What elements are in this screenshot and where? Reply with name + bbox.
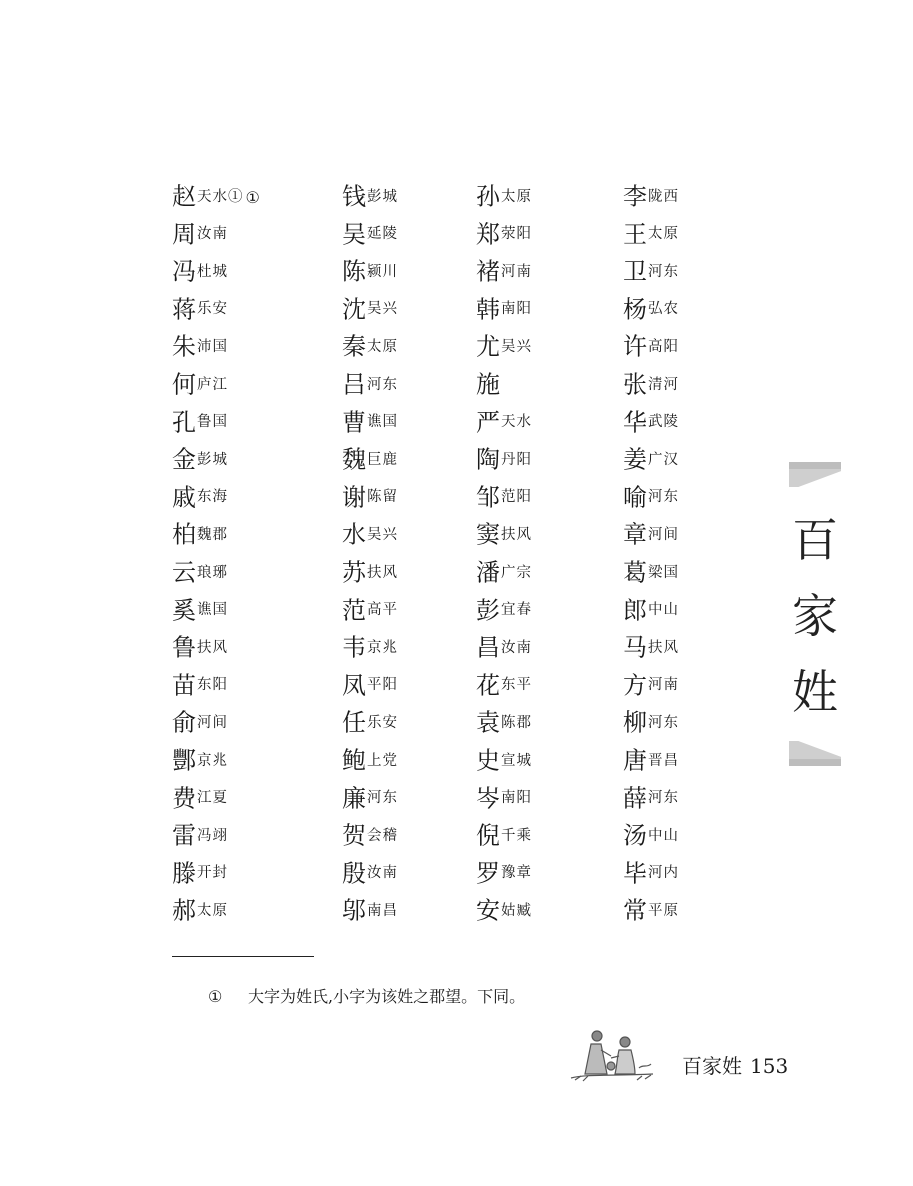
ancestral-commandery: 河南	[648, 677, 679, 694]
ancestral-commandery: 谯国	[367, 414, 398, 431]
ancestral-commandery: 太原	[648, 226, 679, 243]
surname: 葛	[623, 558, 647, 587]
surname-entry	[623, 554, 679, 592]
surname: 苏	[342, 558, 366, 587]
surname-entry	[623, 516, 679, 554]
surname-entry	[172, 404, 228, 442]
ancestral-commandery: 会稽	[367, 827, 398, 844]
ancestral-commandery: 中山	[648, 602, 679, 619]
surname-row	[0, 704, 913, 742]
surname: 俞	[172, 709, 196, 738]
surname-entry	[172, 667, 228, 705]
surname-row	[0, 178, 913, 216]
surname: 戚	[172, 483, 196, 512]
ancestral-commandery: 广宗	[501, 564, 532, 581]
ancestral-commandery: 开封	[197, 865, 228, 882]
side-tab-title	[789, 502, 841, 730]
ancestral-commandery: 高阳	[648, 339, 679, 356]
surname-entry	[172, 892, 228, 930]
page-footer	[567, 1024, 807, 1084]
ancestral-commandery: 河间	[648, 527, 679, 544]
surname: 周	[172, 220, 196, 249]
ancestral-commandery: 晋昌	[648, 752, 679, 769]
surname-entry	[476, 892, 532, 930]
surname-entry	[342, 291, 398, 329]
ancestral-commandery: 荥阳	[501, 226, 532, 243]
ancestral-commandery: 高平	[367, 602, 398, 619]
surname-entry	[476, 291, 532, 329]
ancestral-commandery: 河东	[648, 790, 679, 807]
surname-entry	[623, 892, 679, 930]
ancestral-commandery: 吴兴	[501, 339, 532, 356]
surname-row	[0, 516, 913, 554]
surname-row	[0, 441, 913, 479]
surname-entry	[476, 516, 532, 554]
ancestral-commandery: 东平	[501, 677, 532, 694]
surname-row	[0, 554, 913, 592]
surname-entry	[623, 817, 679, 855]
surname: 凤	[342, 671, 366, 700]
ancestral-commandery: 彭城	[197, 451, 228, 468]
ancestral-commandery: 颍川	[367, 263, 398, 280]
surname-entry	[342, 704, 398, 742]
ancestral-commandery: 魏郡	[197, 527, 228, 544]
book-title: 百家姓	[682, 1054, 742, 1078]
ancestral-commandery: 汝南	[197, 226, 228, 243]
surname-entry	[476, 704, 532, 742]
ancestral-commandery: 河内	[648, 865, 679, 882]
surname-row	[0, 855, 913, 893]
ancestral-commandery: 吴兴	[367, 527, 398, 544]
surname-row	[0, 742, 913, 780]
surname-entry	[623, 178, 679, 216]
ancestral-commandery: 河南	[501, 263, 532, 280]
surname-entry	[342, 892, 398, 930]
surname-entry	[476, 554, 532, 592]
tab-top-wedge	[789, 469, 841, 487]
surname-row	[0, 404, 913, 442]
surname-entry	[172, 817, 228, 855]
surname: 彭	[476, 596, 500, 625]
surname: 毕	[623, 859, 647, 888]
surname-entry	[172, 366, 228, 404]
ancestral-commandery: 延陵	[367, 226, 398, 243]
surname: 冯	[172, 257, 196, 286]
footnote-number: ①	[208, 987, 223, 1006]
surname-entry	[623, 704, 679, 742]
surname: 韩	[476, 295, 500, 324]
ancestral-commandery: 汝南	[367, 865, 398, 882]
ancestral-commandery: 天水①	[197, 188, 244, 205]
ancestral-commandery: 巨鹿	[367, 451, 398, 468]
ancestral-commandery: 河东	[648, 263, 679, 280]
tab-bottom-wedge	[789, 741, 841, 759]
surname: 褚	[476, 257, 500, 286]
surname-entry	[476, 216, 532, 254]
surname: 安	[476, 896, 500, 925]
ancestral-commandery: 乐安	[367, 715, 398, 732]
ancestral-commandery: 天水	[501, 414, 532, 431]
surname: 潘	[476, 558, 500, 587]
surname: 薛	[623, 784, 647, 813]
ancestral-commandery: 扶风	[197, 639, 228, 656]
surname-entry	[342, 366, 398, 404]
ancestral-commandery: 平原	[648, 902, 679, 919]
ancestral-commandery: 河东	[367, 376, 398, 393]
ancestral-commandery: 河东	[648, 489, 679, 506]
surname: 罗	[476, 859, 500, 888]
ancestral-commandery: 范阳	[501, 489, 532, 506]
surname: 郝	[172, 896, 196, 925]
surname-entry	[623, 366, 679, 404]
ancestral-commandery: 谯国	[197, 602, 228, 619]
surname: 赵	[172, 182, 196, 211]
ancestral-commandery: 琅琊	[197, 564, 228, 581]
surname-entry	[172, 328, 228, 366]
ancestral-commandery: 平阳	[367, 677, 398, 694]
surname: 王	[623, 220, 647, 249]
surname-entry	[476, 178, 532, 216]
ancestral-commandery: 扶风	[501, 527, 532, 544]
surname: 华	[623, 408, 647, 437]
surname-entry	[476, 253, 532, 291]
ancestral-commandery: 宜春	[501, 602, 532, 619]
surname: 窦	[476, 521, 500, 550]
surname-entry	[172, 291, 228, 329]
ancestral-commandery: 东海	[197, 489, 228, 506]
surname-row	[0, 780, 913, 818]
surname: 杨	[623, 295, 647, 324]
surname-entry	[342, 592, 398, 630]
surname: 蒋	[172, 295, 196, 324]
surname: 陶	[476, 445, 500, 474]
surname-row	[0, 629, 913, 667]
surname-row	[0, 592, 913, 630]
ancestral-commandery: 冯翊	[197, 827, 228, 844]
surname: 奚	[172, 596, 196, 625]
surname-entry	[172, 516, 228, 554]
ancestral-commandery: 河间	[197, 715, 228, 732]
surname: 酆	[172, 746, 196, 775]
ancestral-commandery: 南阳	[501, 790, 532, 807]
ancestral-commandery: 彭城	[367, 188, 398, 205]
ancestral-commandery: 陈留	[367, 489, 398, 506]
surname: 贺	[342, 821, 366, 850]
ancestral-commandery: 梁国	[648, 564, 679, 581]
surname: 昌	[476, 633, 500, 662]
surname: 唐	[623, 746, 647, 775]
side-tab-char: 百	[792, 513, 838, 567]
ancestral-commandery: 扶风	[648, 639, 679, 656]
surname-entry	[342, 479, 398, 517]
surname-table	[0, 178, 913, 930]
surname: 方	[623, 671, 647, 700]
surname: 柏	[172, 521, 196, 550]
surname: 吴	[342, 220, 366, 249]
surname: 沈	[342, 295, 366, 324]
surname-entry	[623, 592, 679, 630]
ancestral-commandery: 太原	[367, 339, 398, 356]
ancestral-commandery: 武陵	[648, 414, 679, 431]
surname-entry	[623, 667, 679, 705]
ancestral-commandery: 沛国	[197, 339, 228, 356]
surname: 钱	[342, 182, 366, 211]
surname-entry	[172, 592, 228, 630]
surname-entry	[623, 479, 679, 517]
surname-entry	[476, 780, 532, 818]
surname: 李	[623, 182, 647, 211]
surname-entry	[342, 516, 398, 554]
surname-entry	[623, 328, 679, 366]
surname: 何	[172, 370, 196, 399]
surname: 花	[476, 671, 500, 700]
ancestral-commandery: 姑臧	[501, 902, 532, 919]
surname-entry	[342, 328, 398, 366]
ancestral-commandery: 南昌	[367, 902, 398, 919]
ancestral-commandery: 吴兴	[367, 301, 398, 318]
surname-entry	[476, 441, 532, 479]
surname-entry	[623, 404, 679, 442]
ancestral-commandery: 广汉	[648, 451, 679, 468]
surname: 袁	[476, 709, 500, 738]
footer-label	[682, 1050, 788, 1079]
ancestral-commandery: 清河	[648, 376, 679, 393]
surname: 孔	[172, 408, 196, 437]
surname-entry	[476, 366, 501, 404]
surname-entry	[172, 178, 260, 216]
surname-entry	[172, 704, 228, 742]
surname-row	[0, 366, 913, 404]
surname: 常	[623, 896, 647, 925]
ancestral-commandery: 京兆	[197, 752, 228, 769]
surname-entry	[342, 629, 398, 667]
ancestral-commandery: 河东	[367, 790, 398, 807]
ancestral-commandery: 上党	[367, 752, 398, 769]
surname-entry	[476, 592, 532, 630]
ancestral-commandery: 河东	[648, 715, 679, 732]
surname: 史	[476, 746, 500, 775]
surname: 邬	[342, 896, 366, 925]
surname-entry	[172, 554, 228, 592]
surname-entry	[172, 479, 228, 517]
surname-entry	[476, 328, 532, 366]
surname-entry	[476, 817, 532, 855]
surname: 谢	[342, 483, 366, 512]
surname-entry	[623, 216, 679, 254]
surname-entry	[172, 855, 228, 893]
surname-entry	[476, 855, 532, 893]
surname: 费	[172, 784, 196, 813]
side-section-tab	[789, 462, 841, 766]
surname-row	[0, 291, 913, 329]
surname-row	[0, 817, 913, 855]
surname-entry	[342, 855, 398, 893]
surname-entry	[172, 780, 228, 818]
footnote-marker: ①	[245, 187, 260, 207]
ancestral-commandery: 东阳	[197, 677, 228, 694]
surname-entry	[172, 216, 228, 254]
surname: 邹	[476, 483, 500, 512]
surname-entry	[476, 629, 532, 667]
ancestral-commandery: 庐江	[197, 376, 228, 393]
surname-entry	[476, 404, 532, 442]
surname: 郎	[623, 596, 647, 625]
surname: 雷	[172, 821, 196, 850]
surname: 苗	[172, 671, 196, 700]
surname: 金	[172, 445, 196, 474]
surname-entry	[342, 441, 398, 479]
surname: 许	[623, 333, 647, 362]
side-tab-char: 家	[792, 589, 838, 643]
ancestral-commandery: 丹阳	[501, 451, 532, 468]
surname: 廉	[342, 784, 366, 813]
surname: 姜	[623, 445, 647, 474]
surname: 范	[342, 596, 366, 625]
surname-entry	[342, 216, 398, 254]
surname: 章	[623, 521, 647, 550]
surname-row	[0, 253, 913, 291]
tab-bottom-bar	[789, 759, 841, 766]
ancestral-commandery: 豫章	[501, 865, 532, 882]
surname-entry	[342, 667, 398, 705]
surname: 张	[623, 370, 647, 399]
surname: 岑	[476, 784, 500, 813]
surname-entry	[172, 742, 228, 780]
side-tab-char: 姓	[792, 665, 838, 719]
surname-entry	[476, 667, 532, 705]
surname: 云	[172, 558, 196, 587]
surname-row	[0, 328, 913, 366]
footnote	[208, 984, 525, 1007]
surname: 郑	[476, 220, 500, 249]
page-number: 153	[750, 1054, 789, 1078]
ancestral-commandery: 南阳	[501, 301, 532, 318]
surname-entry	[342, 253, 398, 291]
surname: 吕	[342, 370, 366, 399]
surname: 陈	[342, 257, 366, 286]
surname-entry	[342, 817, 398, 855]
surname: 喻	[623, 483, 647, 512]
surname-row	[0, 216, 913, 254]
surname-entry	[342, 404, 398, 442]
surname-entry	[342, 742, 398, 780]
surname: 韦	[342, 633, 366, 662]
surname: 曹	[342, 408, 366, 437]
surname-row	[0, 479, 913, 517]
ancestral-commandery: 汝南	[501, 639, 532, 656]
surname: 柳	[623, 709, 647, 738]
ancestral-commandery: 杜城	[197, 263, 228, 280]
ancestral-commandery: 宣城	[501, 752, 532, 769]
surname-entry	[623, 441, 679, 479]
surname-entry	[623, 855, 679, 893]
surname-entry	[476, 742, 532, 780]
footnote-divider	[172, 956, 314, 957]
ancestral-commandery: 陈郡	[501, 715, 532, 732]
ancestral-commandery: 太原	[197, 902, 228, 919]
surname-entry	[623, 629, 679, 667]
two-figures-seated-icon	[567, 1024, 657, 1084]
ancestral-commandery: 江夏	[197, 790, 228, 807]
surname: 任	[342, 709, 366, 738]
surname-entry	[172, 441, 228, 479]
surname: 朱	[172, 333, 196, 362]
surname: 严	[476, 408, 500, 437]
surname-entry	[342, 178, 398, 216]
surname: 魏	[342, 445, 366, 474]
surname: 卫	[623, 257, 647, 286]
surname-row	[0, 892, 913, 930]
surname-entry	[172, 629, 228, 667]
footnote-text: 大字为姓氏,小字为该姓之郡望。下同。	[248, 987, 526, 1006]
surname-entry	[623, 742, 679, 780]
tab-top-bar	[789, 462, 841, 469]
surname: 水	[342, 521, 366, 550]
surname-entry	[342, 554, 398, 592]
ancestral-commandery: 鲁国	[197, 414, 228, 431]
ancestral-commandery: 扶风	[367, 564, 398, 581]
surname: 孙	[476, 182, 500, 211]
surname: 汤	[623, 821, 647, 850]
ancestral-commandery: 千乘	[501, 827, 532, 844]
ancestral-commandery: 京兆	[367, 639, 398, 656]
surname: 马	[623, 633, 647, 662]
surname: 秦	[342, 333, 366, 362]
surname-entry	[623, 780, 679, 818]
surname: 施	[476, 370, 500, 399]
surname: 尤	[476, 333, 500, 362]
surname-entry	[476, 479, 532, 517]
surname-entry	[172, 253, 228, 291]
surname-entry	[623, 291, 679, 329]
ancestral-commandery: 中山	[648, 827, 679, 844]
ancestral-commandery: 太原	[501, 188, 532, 205]
ancestral-commandery: 乐安	[197, 301, 228, 318]
surname-entry	[342, 780, 398, 818]
surname: 鲍	[342, 746, 366, 775]
surname: 殷	[342, 859, 366, 888]
surname: 鲁	[172, 633, 196, 662]
ancestral-commandery: 弘农	[648, 301, 679, 318]
ancestral-commandery: 陇西	[648, 188, 679, 205]
surname: 倪	[476, 821, 500, 850]
surname-entry	[623, 253, 679, 291]
surname: 滕	[172, 859, 196, 888]
surname-row	[0, 667, 913, 705]
